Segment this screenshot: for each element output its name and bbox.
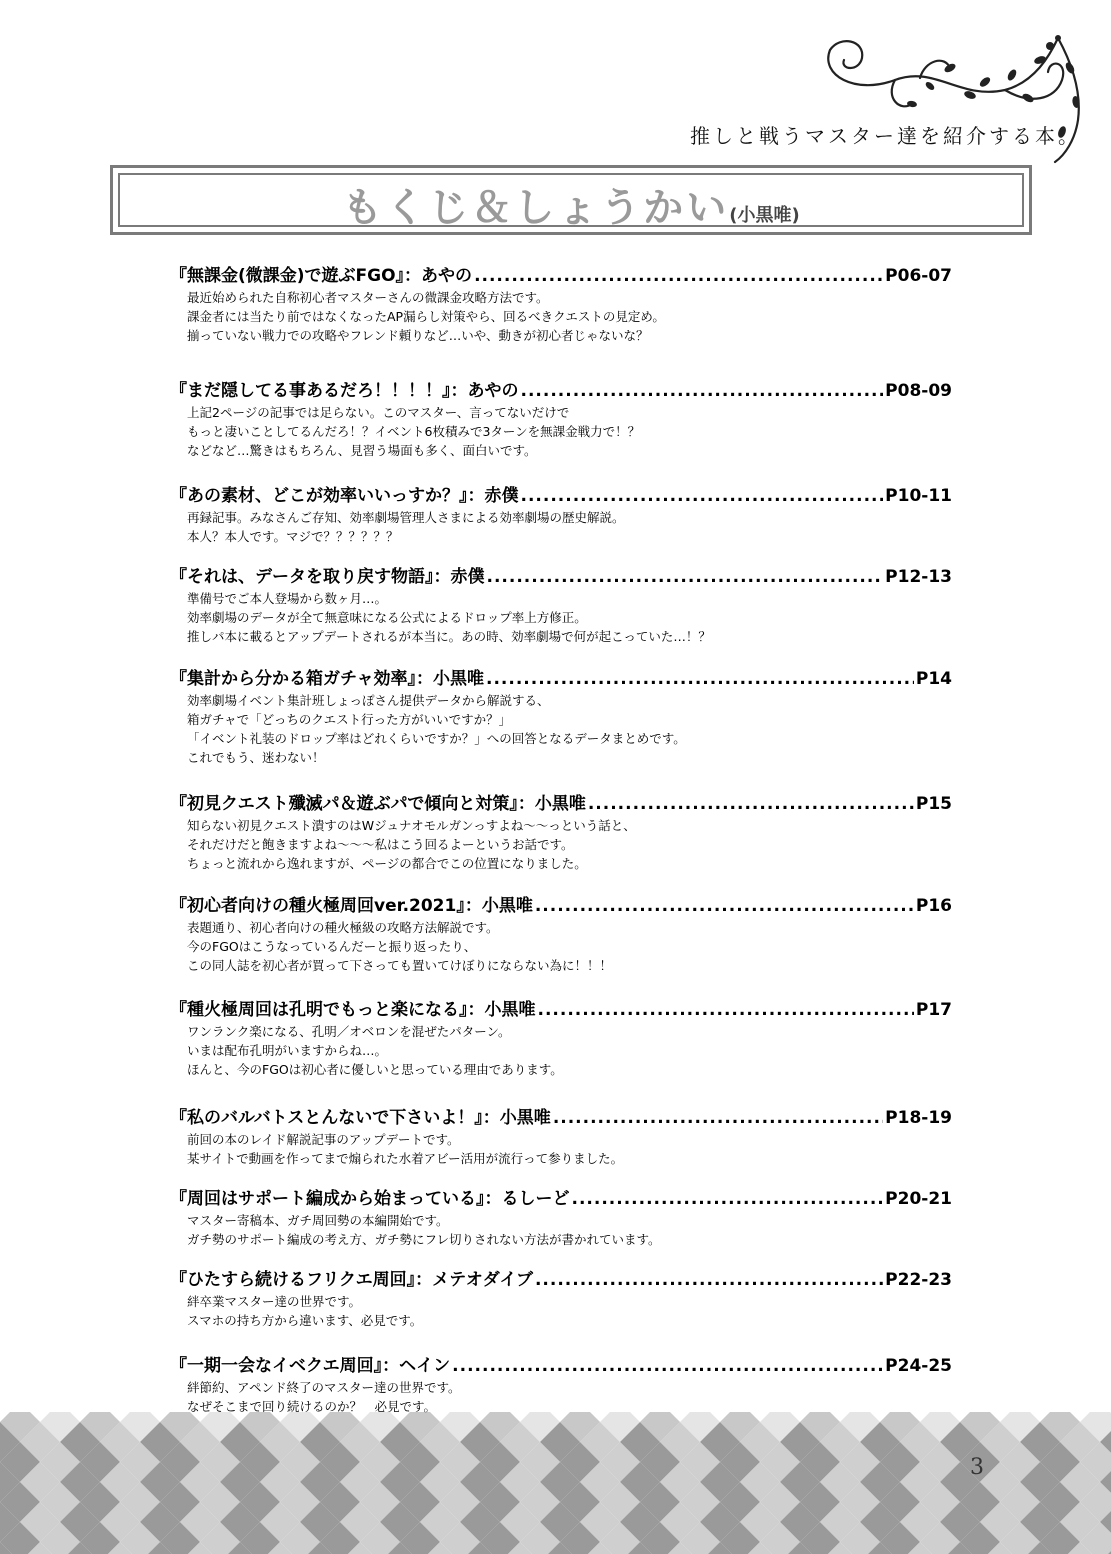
entry-title: 『初見クエスト殲滅パ＆遊ぶパで傾向と対策』：小黒唯: [170, 794, 586, 814]
title-text: [113, 176, 1029, 233]
entry-page: P20-21: [885, 1189, 952, 1209]
description-line: 推しパ本に載るとアップデートされるが本当に。あの時、効率劇場で何が起こっていた…！？: [187, 629, 711, 644]
toc-entry: [170, 379, 960, 460]
description-line: 表題通り、初心者向けの種火極級の攻略方法解説です。: [187, 920, 499, 935]
entry-title: 『集計から分かる箱ガチャ効率』：小黒唯: [170, 669, 484, 689]
entry-description: [170, 816, 960, 873]
description-line: 本人？本人です。マジで？？？？？？: [187, 529, 399, 544]
vine-ornament-icon: [800, 20, 1100, 180]
description-line: 今のFGOはこうなっているんだーと振り返ったり、: [187, 939, 477, 954]
entry-description: [170, 1022, 960, 1079]
toc-entry: [170, 667, 960, 767]
dot-leader: [521, 379, 884, 403]
entry-page: P24-25: [885, 1356, 952, 1376]
description-line: いまは配布孔明がいますからね…。: [187, 1043, 388, 1058]
entry-title: 『それは、データを取り戻す物語』：赤僕: [170, 567, 485, 587]
description-line: もっと凄いことしてるんだろ！？イベント6枚積みで3ターンを無課金戦力で！？: [187, 424, 641, 439]
entry-title: 『ひたすら続けるフリクエ周回』：メテオダイブ: [170, 1270, 533, 1290]
description-line: 上記2ページの記事では足らない。このマスター、言ってないだけで: [187, 405, 570, 420]
entry-title: 『無課金(微課金)で遊ぶFGO』：あやの: [170, 266, 473, 286]
description-line: なぜそこまで回り続けるのか？ 必見です。: [187, 1399, 437, 1414]
entry-page: P14: [915, 669, 952, 689]
description-line: 絆節約、アペンド終了のマスター達の世界です。: [187, 1380, 461, 1395]
description-line: 揃っていない戦力での攻略やフレンド頼りなど…いや、動きが初心者じゃないな？: [187, 328, 649, 343]
entry-description: [170, 589, 960, 646]
toc-entry: [170, 1106, 960, 1168]
entry-page: P16: [915, 896, 952, 916]
toc-entry: [170, 1268, 960, 1330]
entry-description: [170, 1292, 960, 1330]
dot-leader: [553, 1106, 883, 1130]
entry-description: [170, 1378, 960, 1416]
description-line: 課金者には当たり前ではなくなったAP漏らし対策やら、回るべきクエストの見定め。: [187, 309, 665, 324]
entry-page: P18-19: [885, 1108, 952, 1128]
entry-description: [170, 918, 960, 975]
toc-entry: [170, 1187, 960, 1249]
entry-title: 『あの素材、どこが効率いいっすか？』：赤僕: [170, 486, 519, 506]
dot-leader: [535, 1268, 883, 1292]
description-line: ちょっと流れから逸れますが、ページの都合でこの位置になりました。: [187, 856, 587, 871]
description-line: 効率劇場のデータが全て無意味になる公式によるドロップ率上方修正。: [187, 610, 587, 625]
entry-title: 『一期一会なイベクエ周回』：ヘイン: [170, 1356, 451, 1376]
entry-page: P10-11: [885, 486, 952, 506]
entry-description: [170, 1130, 960, 1168]
entry-description: [170, 288, 960, 345]
entry-page: P15: [915, 794, 952, 814]
toc-entry: [170, 484, 960, 546]
entry-description: [170, 691, 960, 767]
description-line: 前回の本のレイド解説記事のアップデートです。: [187, 1132, 460, 1147]
description-line: 効率劇場イベント集計班しょっぽさん提供データから解説する、: [187, 693, 550, 708]
toc-entry: [170, 565, 960, 646]
description-line: ほんと、今のFGOは初心者に優しいと思っている理由であります。: [187, 1062, 563, 1077]
toc-entry: [170, 894, 960, 975]
description-line: などなど…驚きはもちろん、見習う場面も多く、面白いです。: [187, 443, 537, 458]
description-line: マスター寄稿本、ガチ周回勢の本編開始です。: [187, 1213, 449, 1228]
title-banner: [110, 165, 1032, 235]
entry-title: 『周回はサポート編成から始まっている』：るしーど: [170, 1189, 570, 1209]
description-line: スマホの持ち方から違います、必見です。: [187, 1313, 423, 1328]
toc-entry: [170, 1354, 960, 1416]
entry-page: P06-07: [885, 266, 952, 286]
entry-title: 『まだ隠してる事あるだろ！！！！』：あやの: [170, 381, 519, 401]
description-line: 「イベント礼装のドロップ率はどれくらいですか？」への回答となるデータまとめです。: [187, 731, 686, 746]
description-line: 最近始められた自称初心者マスターさんの微課金攻略方法です。: [187, 290, 549, 305]
dot-leader: [452, 1354, 883, 1378]
entry-title: 『私のバルバトスとんないで下さいよ！』：小黒唯: [170, 1108, 551, 1128]
table-of-contents: [170, 264, 960, 1416]
entry-page: P12-13: [885, 567, 952, 587]
entry-title: 『初心者向けの種火極周回ver.2021』：小黒唯: [170, 896, 533, 916]
description-line: この同人誌を初心者が買って下さっても置いてけぼりにならない為に！！！: [187, 958, 613, 973]
description-line: 絆卒業マスター達の世界です。: [187, 1294, 362, 1309]
toc-entry: [170, 792, 960, 873]
entry-page: P17: [915, 1000, 952, 1020]
entry-title: 『種火極周回は孔明でもっと楽になる』：小黒唯: [170, 1000, 536, 1020]
description-line: ガチ勢のサポート編成の考え方、ガチ勢にフレ切りされない方法が書かれています。: [187, 1232, 661, 1247]
page-title: もくじ＆しょうかい: [342, 185, 730, 231]
description-line: 準備号でご本人登場から数ヶ月…。: [187, 591, 388, 606]
description-line: 知らない初見クエスト潰すのはWジュナオモルガンっすよね～～っという話と、: [187, 818, 636, 833]
entry-page: P08-09: [885, 381, 952, 401]
entry-page: P22-23: [885, 1270, 952, 1290]
dot-leader: [538, 998, 914, 1022]
dot-leader: [588, 792, 914, 816]
dot-leader: [572, 1187, 884, 1211]
toc-entry: [170, 264, 960, 345]
dot-leader: [535, 894, 914, 918]
entry-description: [170, 508, 960, 546]
diamond-pattern-icon: [0, 1412, 1111, 1554]
toc-entry: [170, 998, 960, 1079]
dot-leader: [474, 264, 883, 288]
title-author: (小黒唯): [729, 205, 800, 226]
description-line: それだけだと飽きますよね～～～私はこう回るよーというお話です。: [187, 837, 574, 852]
description-line: これでもう、迷わない！: [187, 750, 325, 765]
description-line: 某サイトで動画を作ってまで煽られた水着アビー活用が流行って参りました。: [187, 1151, 624, 1166]
book-subtitle: 推しと戦うマスター達を紹介する本。: [690, 124, 1081, 148]
dot-leader: [486, 667, 914, 691]
entry-description: [170, 403, 960, 460]
entry-description: [170, 1211, 960, 1249]
description-line: 箱ガチャで「どっちのクエスト行った方がいいですか？」: [187, 712, 512, 727]
dot-leader: [521, 484, 884, 508]
description-line: ワンランク楽になる、孔明／オベロンを混ぜたパターン。: [187, 1024, 511, 1039]
description-line: 再録記事。みなさんご存知、効率劇場管理人さまによる効率劇場の歴史解説。: [187, 510, 625, 525]
dot-leader: [487, 565, 884, 589]
page-number: 3: [970, 1455, 984, 1480]
